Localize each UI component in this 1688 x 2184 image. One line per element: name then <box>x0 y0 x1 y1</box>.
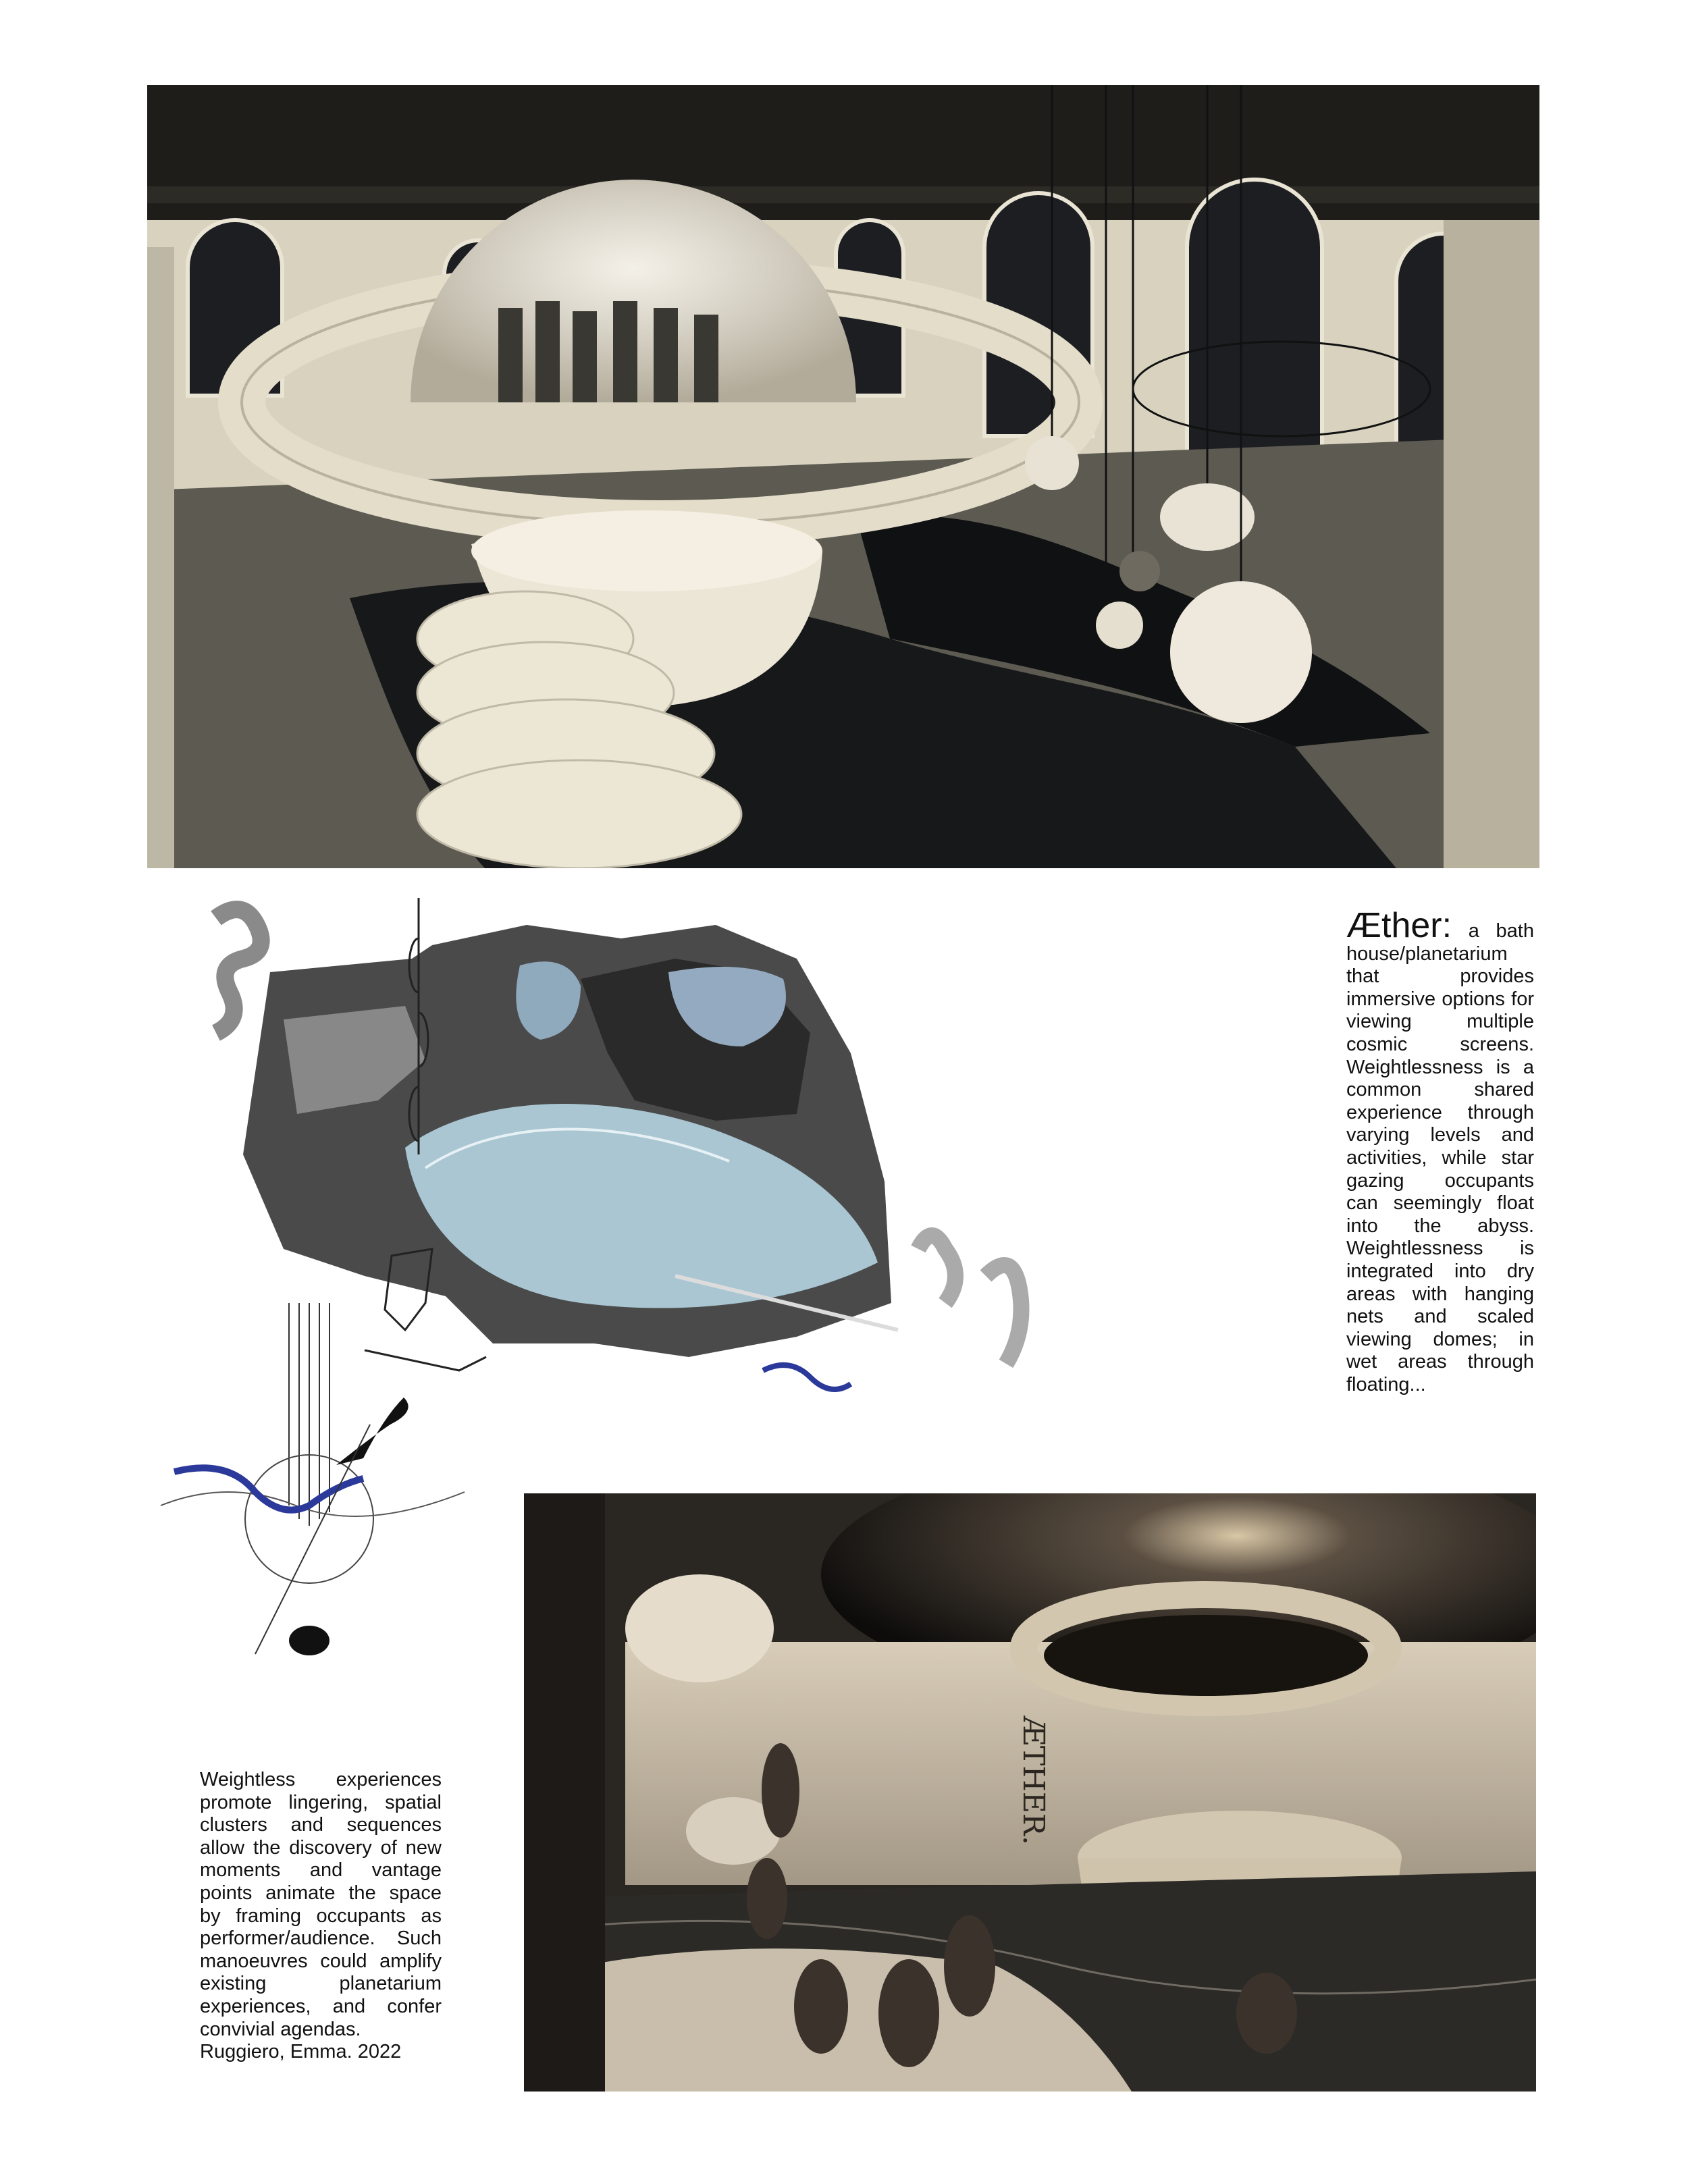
ceiling <box>147 85 1539 227</box>
brush-stroke <box>216 909 261 1033</box>
black-splash <box>336 1397 408 1465</box>
caption-body: Weightless experiences promote lingering, spatial clusters and sequences allow the discovery of new moments and vantage points animate the space by framing occupants as performer/audience. Such manoeuvres could amplify existing planetarium experiences, and confer convivial agendas. <box>200 1769 442 2040</box>
caption-credit: Ruggiero, Emma. 2022 <box>200 2041 402 2063</box>
interior-hall-render <box>147 85 1539 868</box>
description-block <box>1346 906 1534 1396</box>
column <box>1444 220 1539 868</box>
pool-planetarium-render <box>524 1493 1536 2092</box>
pendant-form <box>289 1626 329 1655</box>
pool-illustration <box>524 1493 1536 2092</box>
weightless-line-sketch <box>147 1303 498 1695</box>
caption-block <box>200 1769 442 2064</box>
description-body: a bath house/planetarium that provides immersive options for viewing multiple cosmic screens. Weightlessness is a common shared experience through varying levels and activities, while star gazing occupants can seemingly float into the abyss. Weightlessness is integrated into dry areas with hanging nets and scaled viewing domes; in wet areas through floating... <box>1346 920 1534 1395</box>
floating-sphere <box>625 1574 774 1682</box>
hall-illustration <box>147 85 1539 868</box>
blue-stroke <box>174 1468 363 1510</box>
wall-sign: ÆTHER. <box>1016 1716 1051 1845</box>
description-title: Æther: <box>1346 906 1452 945</box>
sketch-illustration <box>147 1303 498 1695</box>
blue-ribbon <box>763 1365 851 1389</box>
brush-stroke-right <box>918 1235 1022 1364</box>
